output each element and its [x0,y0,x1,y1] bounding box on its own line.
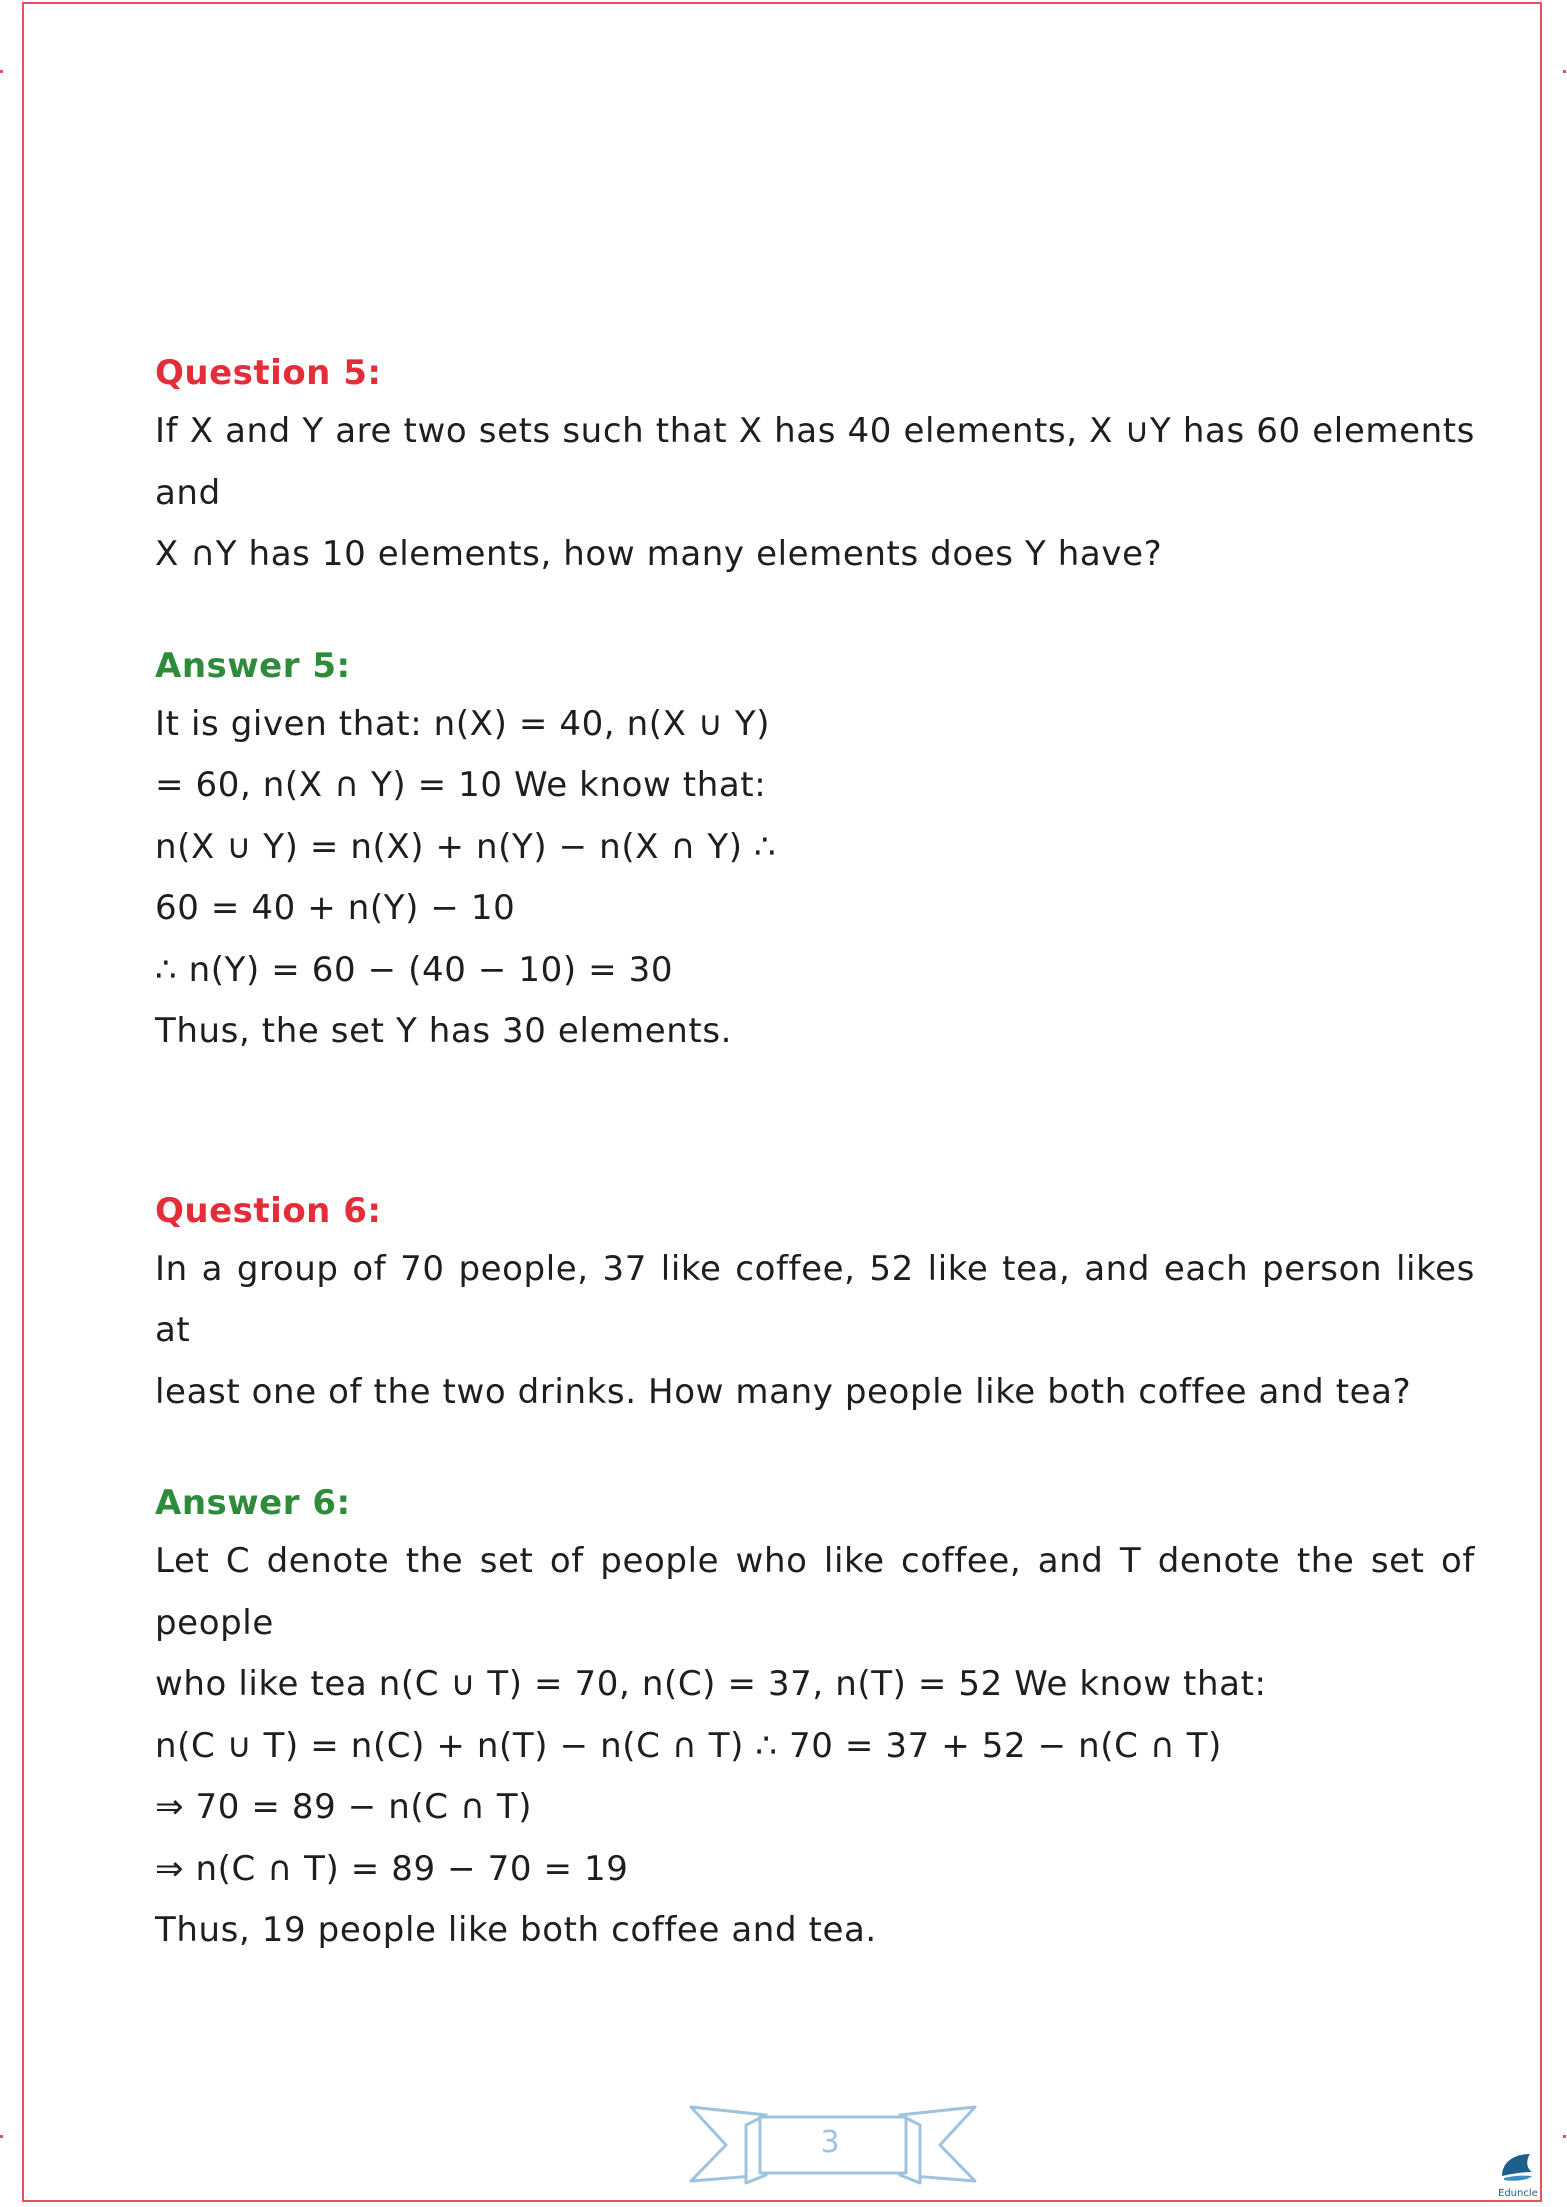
question-heading: Question 6: [155,1190,382,1231]
eduncle-logo-icon [1496,2150,1540,2202]
crop-mark [0,70,3,73]
crop-mark [0,2135,3,2138]
crop-mark [1563,2135,1566,2138]
answer-text-line: ∴ n(Y) = 60 − (40 − 10) = 30 [155,949,674,990]
answer-text-line: Thus, 19 people like both coffee and tea. [155,1910,877,1950]
answer-text-line: n(C ∪ T) = n(C) + n(T) − n(C ∩ T) ∴ 70 = 37 + 52 − n(C ∩ T) [155,1725,1222,1766]
answer-text-line: Thus, the set Y has 30 elements. [155,1011,733,1051]
question-heading: Question 5: [155,353,382,393]
answer-5 [155,638,1475,1063]
answer-text-line: ⇒ 70 = 89 − n(C ∩ T) [155,1787,533,1827]
answer-text-line: ⇒ n(C ∩ T) = 89 − 70 = 19 [155,1848,629,1889]
answer-text-line: 60 = 40 + n(Y) − 10 [155,888,516,928]
page-number: 3 [820,2125,840,2160]
question-text-line: least one of the two drinks. How many people like both coffee and tea? [155,1371,1412,1412]
answer-text-line: Let C denote the set of people who like coffee, and T denote the set of people [155,1541,1475,1643]
page-content [155,345,1475,1962]
question-5 [155,345,1475,586]
answer-text-line: It is given that: n(X) = 40, n(X ∪ Y) [155,703,771,744]
crop-mark [1563,70,1566,73]
question-6 [155,1183,1475,1424]
logo-text: Eduncle [1498,2188,1538,2199]
answer-text-line: = 60, n(X ∩ Y) = 10 We know that: [155,765,767,805]
answer-heading: Answer 5: [155,645,351,686]
answer-6 [155,1475,1475,1962]
answer-heading: Answer 6: [155,1483,351,1523]
question-text-line: In a group of 70 people, 37 like coffee, 52 like tea, and each person likes at [155,1248,1475,1350]
answer-text-line: n(X ∪ Y) = n(X) + n(Y) − n(X ∩ Y) ∴ [155,826,777,867]
question-text-line: If X and Y are two sets such that X has 40 elements, X ∪Y has 60 elements and [155,411,1475,513]
answer-text-line: who like tea n(C ∪ T) = 70, n(C) = 37, n(T) = 52 We know that: [155,1664,1267,1704]
question-text-line: X ∩Y has 10 elements, how many elements does Y have? [155,534,1163,574]
